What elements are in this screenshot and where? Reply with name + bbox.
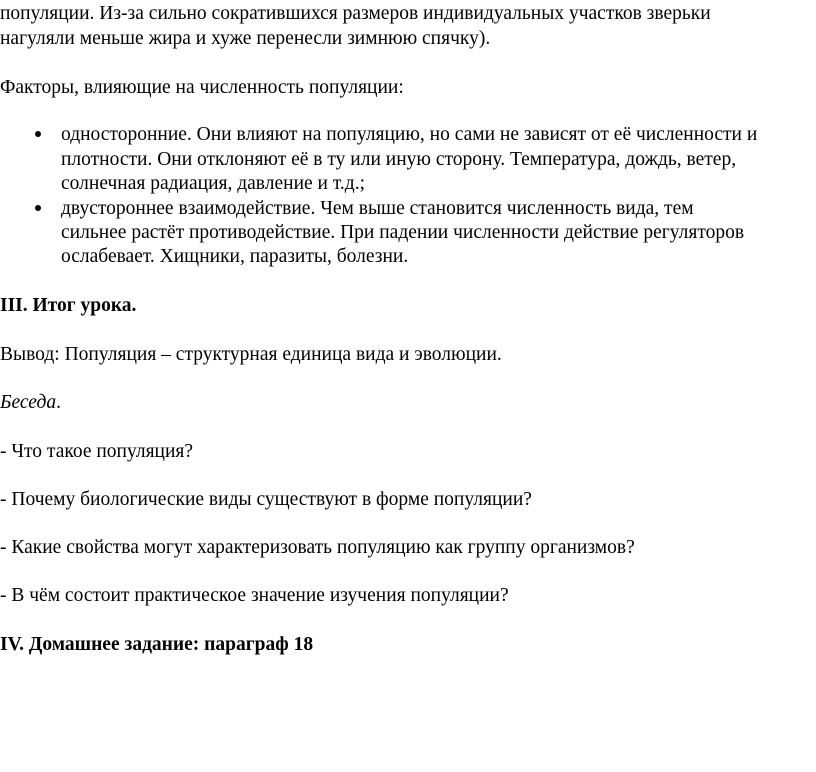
intro-line-2: нагуляли меньше жира и хуже перенесли зимнюю спячку). bbox=[0, 28, 491, 49]
bullet-2-line-2: сильнее растёт противодействие. При падении численности действие регуляторов bbox=[61, 222, 745, 243]
bullet-1-line-2: плотности. Они отклоняют её в ту или иную сторону. Температура, дождь, ветер, bbox=[61, 149, 737, 170]
question-1: - Что такое популяция? bbox=[0, 441, 194, 462]
bullet-1-line-1: односторонние. Они влияют на популяцию, но сами не зависят от её численности и bbox=[61, 124, 758, 145]
section-heading-summary: III. Итог урока. bbox=[0, 295, 137, 316]
question-2: - Почему биологические виды существуют в форме популяции? bbox=[0, 489, 532, 510]
intro-line-1: популяции. Из-за сильно сократившихся размеров индивидуальных участков зверьки bbox=[0, 3, 711, 24]
bullet-2-line-3: ослабевает. Хищники, паразиты, болезни. bbox=[61, 246, 409, 267]
question-4: - В чём состоит практическое значение изучения популяции? bbox=[0, 585, 509, 606]
discussion-label-punct: . bbox=[56, 392, 61, 413]
factors-heading: Факторы, влияющие на численность популяции: bbox=[0, 77, 404, 98]
bullet-icon bbox=[35, 131, 41, 137]
section-heading-homework: IV. Домашнее задание: параграф 18 bbox=[0, 634, 314, 655]
conclusion-text: Вывод: Популяция – структурная единица вида и эволюции. bbox=[0, 344, 502, 365]
discussion-label bbox=[0, 391, 61, 415]
bullet-icon bbox=[35, 205, 41, 211]
bullet-2-line-1: двустороннее взаимодействие. Чем выше становится численность вида, тем bbox=[61, 198, 694, 219]
bullet-1-line-3: солнечная радиация, давление и т.д.; bbox=[61, 173, 366, 194]
question-3: - Какие свойства могут характеризовать популяцию как группу организмов? bbox=[0, 537, 635, 558]
discussion-label-text: Беседа bbox=[0, 392, 57, 413]
